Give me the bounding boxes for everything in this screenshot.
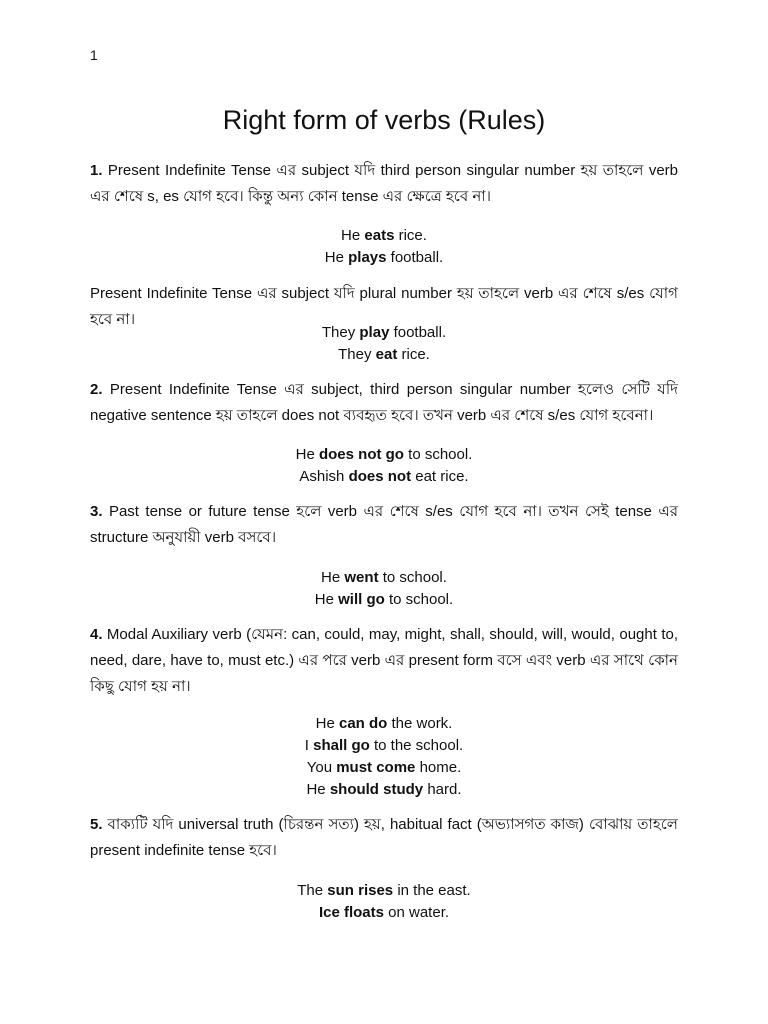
- rule-5-text: বাক্যটি যদি universal truth (চিরন্তন সত্য) হয়, habitual fact (অভ্যাসগত কাজ) বোঝায় তাহলে present indefinite tense হবে।: [90, 816, 678, 859]
- plural-examples: [90, 322, 678, 366]
- rule-5-paragraph: [90, 812, 678, 864]
- example-line: They play football.: [321, 324, 447, 341]
- verb-highlight: eats: [364, 227, 395, 244]
- verb-highlight: sun rises: [327, 882, 394, 899]
- verb-highlight: does not go: [318, 446, 404, 463]
- rule-4-examples: [90, 713, 678, 801]
- rule-2-paragraph: [90, 377, 678, 429]
- rule-5-examples: [90, 880, 678, 924]
- rule-1-examples: [90, 225, 678, 269]
- verb-highlight: must come: [336, 759, 416, 776]
- rule-3-text: Past tense or future tense হলে verb এর শেষে s/es যোগ হবে না। তখন সেই tense এর structure অনুযায়ী verb বসবে।: [90, 503, 678, 546]
- rule-1-number: 1.: [90, 162, 103, 179]
- rule-5-number: 5.: [90, 816, 103, 833]
- example-line: I shall go to the school.: [304, 737, 464, 754]
- example-line: He can do the work.: [315, 715, 453, 732]
- page-title: Right form of verbs (Rules): [222, 105, 546, 135]
- rule-3-number: 3.: [90, 503, 103, 520]
- rule-1-paragraph: [90, 158, 678, 210]
- rule-4-number: 4.: [90, 626, 103, 643]
- example-line: He will go to school.: [314, 591, 454, 608]
- rule-4-text: Modal Auxiliary verb (যেমন: can, could, may, might, shall, should, will, would, ought to, need, dare, have to, must etc.) এর পরে verb এর present form বসে এবং verb এর সাথে কোন কিছু যোগ হয় না।: [90, 626, 678, 695]
- verb-highlight: should study: [329, 781, 424, 798]
- plural-note-text: Present Indefinite Tense এর subject যদি plural number হয় তাহলে verb এর শেষে s/es যোগ হবে না।: [90, 285, 678, 328]
- verb-highlight: will go: [338, 591, 385, 608]
- example-line: He plays football.: [324, 249, 444, 266]
- rule-3-paragraph: [90, 499, 678, 551]
- verb-highlight: eat: [375, 346, 398, 363]
- verb-highlight: does not: [348, 468, 412, 485]
- rule-4-paragraph: [90, 622, 678, 700]
- example-line: The sun rises in the east.: [297, 882, 471, 899]
- example-line: He went to school.: [321, 569, 447, 586]
- rule-1-text: Present Indefinite Tense এর subject যদি third person singular number হয় তাহলে verb এর শেষে s, es যোগ হবে। কিন্তু অন্য কোন tense এর ক্ষেত্রে হবে না।: [90, 162, 678, 205]
- rule-2-text: Present Indefinite Tense এর subject, third person singular number হলেও সেটি যদি negative sentence হয় তাহলে does not ব্যবহৃত হবে। তখন verb এর শেষে s/es যোগ হবেনা।: [90, 381, 678, 424]
- rule-2-number: 2.: [90, 381, 103, 398]
- verb-highlight: went: [344, 569, 379, 586]
- verb-highlight: play: [359, 324, 390, 341]
- example-line: He eats rice.: [341, 227, 427, 244]
- example-line: He does not go to school.: [295, 446, 473, 463]
- example-line: Ice floats on water.: [318, 904, 450, 921]
- rule-3-examples: [90, 567, 678, 611]
- verb-highlight: can do: [338, 715, 388, 732]
- page-number: 1: [90, 47, 98, 63]
- verb-highlight: shall go: [313, 737, 370, 754]
- verb-highlight: Ice floats: [318, 904, 384, 921]
- example-line: Ashish does not eat rice.: [299, 468, 469, 485]
- example-line: He should study hard.: [306, 781, 462, 798]
- example-line: They eat rice.: [338, 346, 430, 363]
- rule-2-examples: [90, 444, 678, 488]
- verb-highlight: plays: [348, 249, 387, 266]
- example-line: You must come home.: [306, 759, 462, 776]
